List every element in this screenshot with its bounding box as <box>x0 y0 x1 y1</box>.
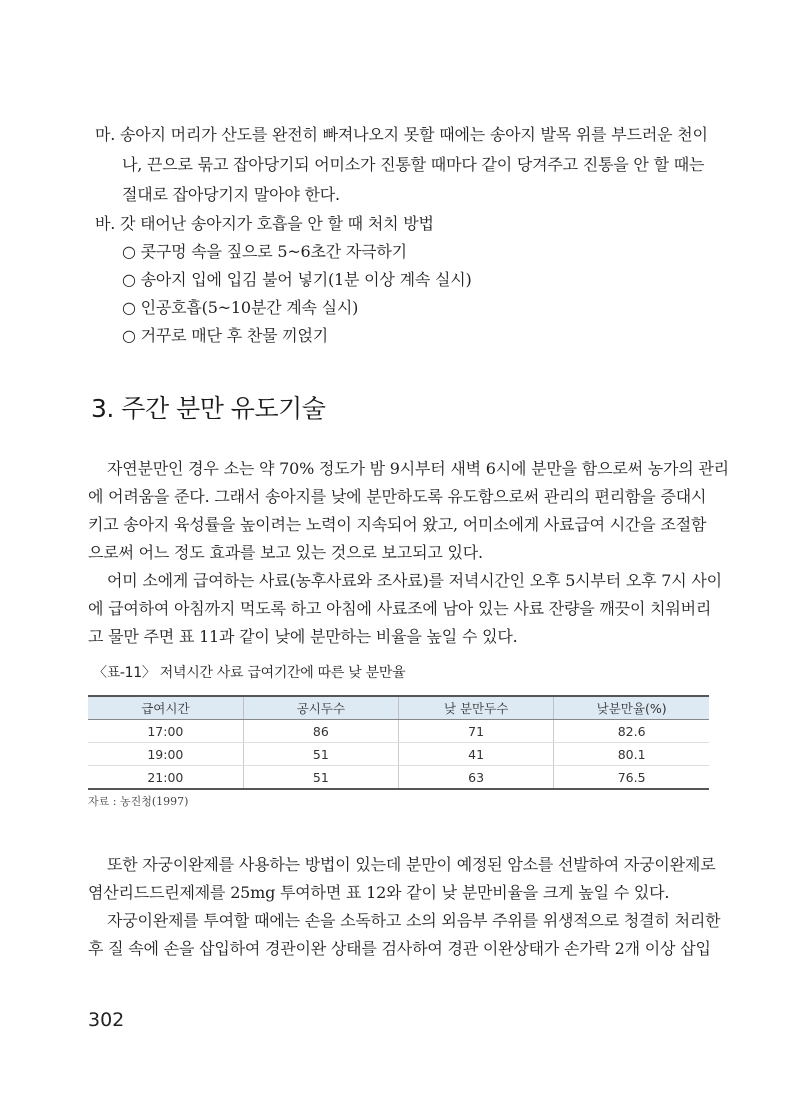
section-heading: 3. 주간 분만 유도기술 <box>91 394 326 423</box>
table-cell: 21:00 <box>88 766 243 790</box>
table-cell: 19:00 <box>88 743 243 766</box>
paragraph-1-line: 키고 송아지 육성률을 높이려는 노력이 지속되어 왔고, 어미소에게 사료급여 시간을 조절함 <box>88 515 707 534</box>
page-number: 302 <box>88 1009 125 1031</box>
table-source: 자료 : 농진청(1997) <box>88 795 189 808</box>
bullet-item: ○ 송아지 입에 입김 불어 넣기(1분 이상 계속 실시) <box>122 270 472 289</box>
column-header-daytime-rate: 낮분만율(%) <box>554 696 709 720</box>
table-cell: 82.6 <box>554 720 709 743</box>
paragraph-2-line: 고 물만 주면 표 11과 같이 낮에 분만하는 비율을 높일 수 있다. <box>88 627 518 646</box>
paragraph-4-line: 후 질 속에 손을 삽입하여 경관이완 상태를 검사하여 경관 이완상태가 손가락 2개 이상 삽입 <box>88 939 711 958</box>
table-cell: 71 <box>399 720 554 743</box>
list-item-ma-line-3: 절대로 잡아당기지 말아야 한다. <box>122 185 340 204</box>
table-cell: 51 <box>243 766 398 790</box>
list-item-ma-line-2: 나, 끈으로 묶고 잡아당기되 어미소가 진통할 때마다 같이 당겨주고 진통을 안 할 때는 <box>122 155 705 174</box>
bullet-item: ○ 거꾸로 매단 후 찬물 끼얹기 <box>122 326 329 345</box>
table-cell: 17:00 <box>88 720 243 743</box>
paragraph-1-line: 자연분만인 경우 소는 약 70% 정도가 밤 9시부터 새벽 6시에 분만을 함으로써 농가의 관리 <box>107 459 729 478</box>
bullet-item: ○ 인공호흡(5~10분간 계속 실시) <box>122 298 359 317</box>
paragraph-1-line: 으로써 어느 정도 효과를 보고 있는 것으로 보고되고 있다. <box>88 543 483 562</box>
table-row <box>88 766 709 790</box>
table-cell: 76.5 <box>554 766 709 790</box>
paragraph-2-line: 에 급여하여 아침까지 먹도록 하고 아침에 사료조에 남아 있는 사료 잔량을 깨끗이 치워버리 <box>88 599 712 618</box>
column-header-feeding-time: 급여시간 <box>88 696 243 720</box>
paragraph-1-line: 에 어려움을 준다. 그래서 송아지를 낮에 분만하도록 유도함으로써 관리의 편리함을 증대시 <box>88 487 707 506</box>
table-row <box>88 720 709 743</box>
table-cell: 41 <box>399 743 554 766</box>
column-header-test-count: 공시두수 <box>243 696 398 720</box>
table-cell: 86 <box>243 720 398 743</box>
table-row <box>88 743 709 766</box>
table-cell: 51 <box>243 743 398 766</box>
data-table <box>88 695 709 790</box>
table-header-row <box>88 696 709 720</box>
bullet-item: ○ 콧구멍 속을 짚으로 5~6초간 자극하기 <box>122 242 407 261</box>
table-caption: 〈표-11〉 저녁시간 사료 급여기간에 따른 낮 분만율 <box>93 665 406 681</box>
table-cell: 63 <box>399 766 554 790</box>
paragraph-3-line: 염산리드드린제제를 25mg 투여하면 표 12와 같이 낮 분만비율을 크게 높일 수 있다. <box>88 883 670 902</box>
column-header-daytime-births: 낮 분만두수 <box>399 696 554 720</box>
paragraph-3-line: 또한 자궁이완제를 사용하는 방법이 있는데 분만이 예정된 암소를 선발하여 자궁이완제로 <box>107 855 716 874</box>
paragraph-4-line: 자궁이완제를 투여할 때에는 손을 소독하고 소의 외음부 주위를 위생적으로 청결히 처리한 <box>107 911 721 930</box>
table-cell: 80.1 <box>554 743 709 766</box>
list-item-ba-title: 바. 갓 태어난 송아지가 호흡을 안 할 때 처치 방법 <box>95 214 434 233</box>
list-item-ma-line-1: 마. 송아지 머리가 산도를 완전히 빠져나오지 못할 때에는 송아지 발목 위를 부드러운 천이 <box>95 125 708 144</box>
paragraph-2-line: 어미 소에게 급여하는 사료(농후사료와 조사료)를 저녁시간인 오후 5시부터 오후 7시 사이 <box>107 571 722 590</box>
